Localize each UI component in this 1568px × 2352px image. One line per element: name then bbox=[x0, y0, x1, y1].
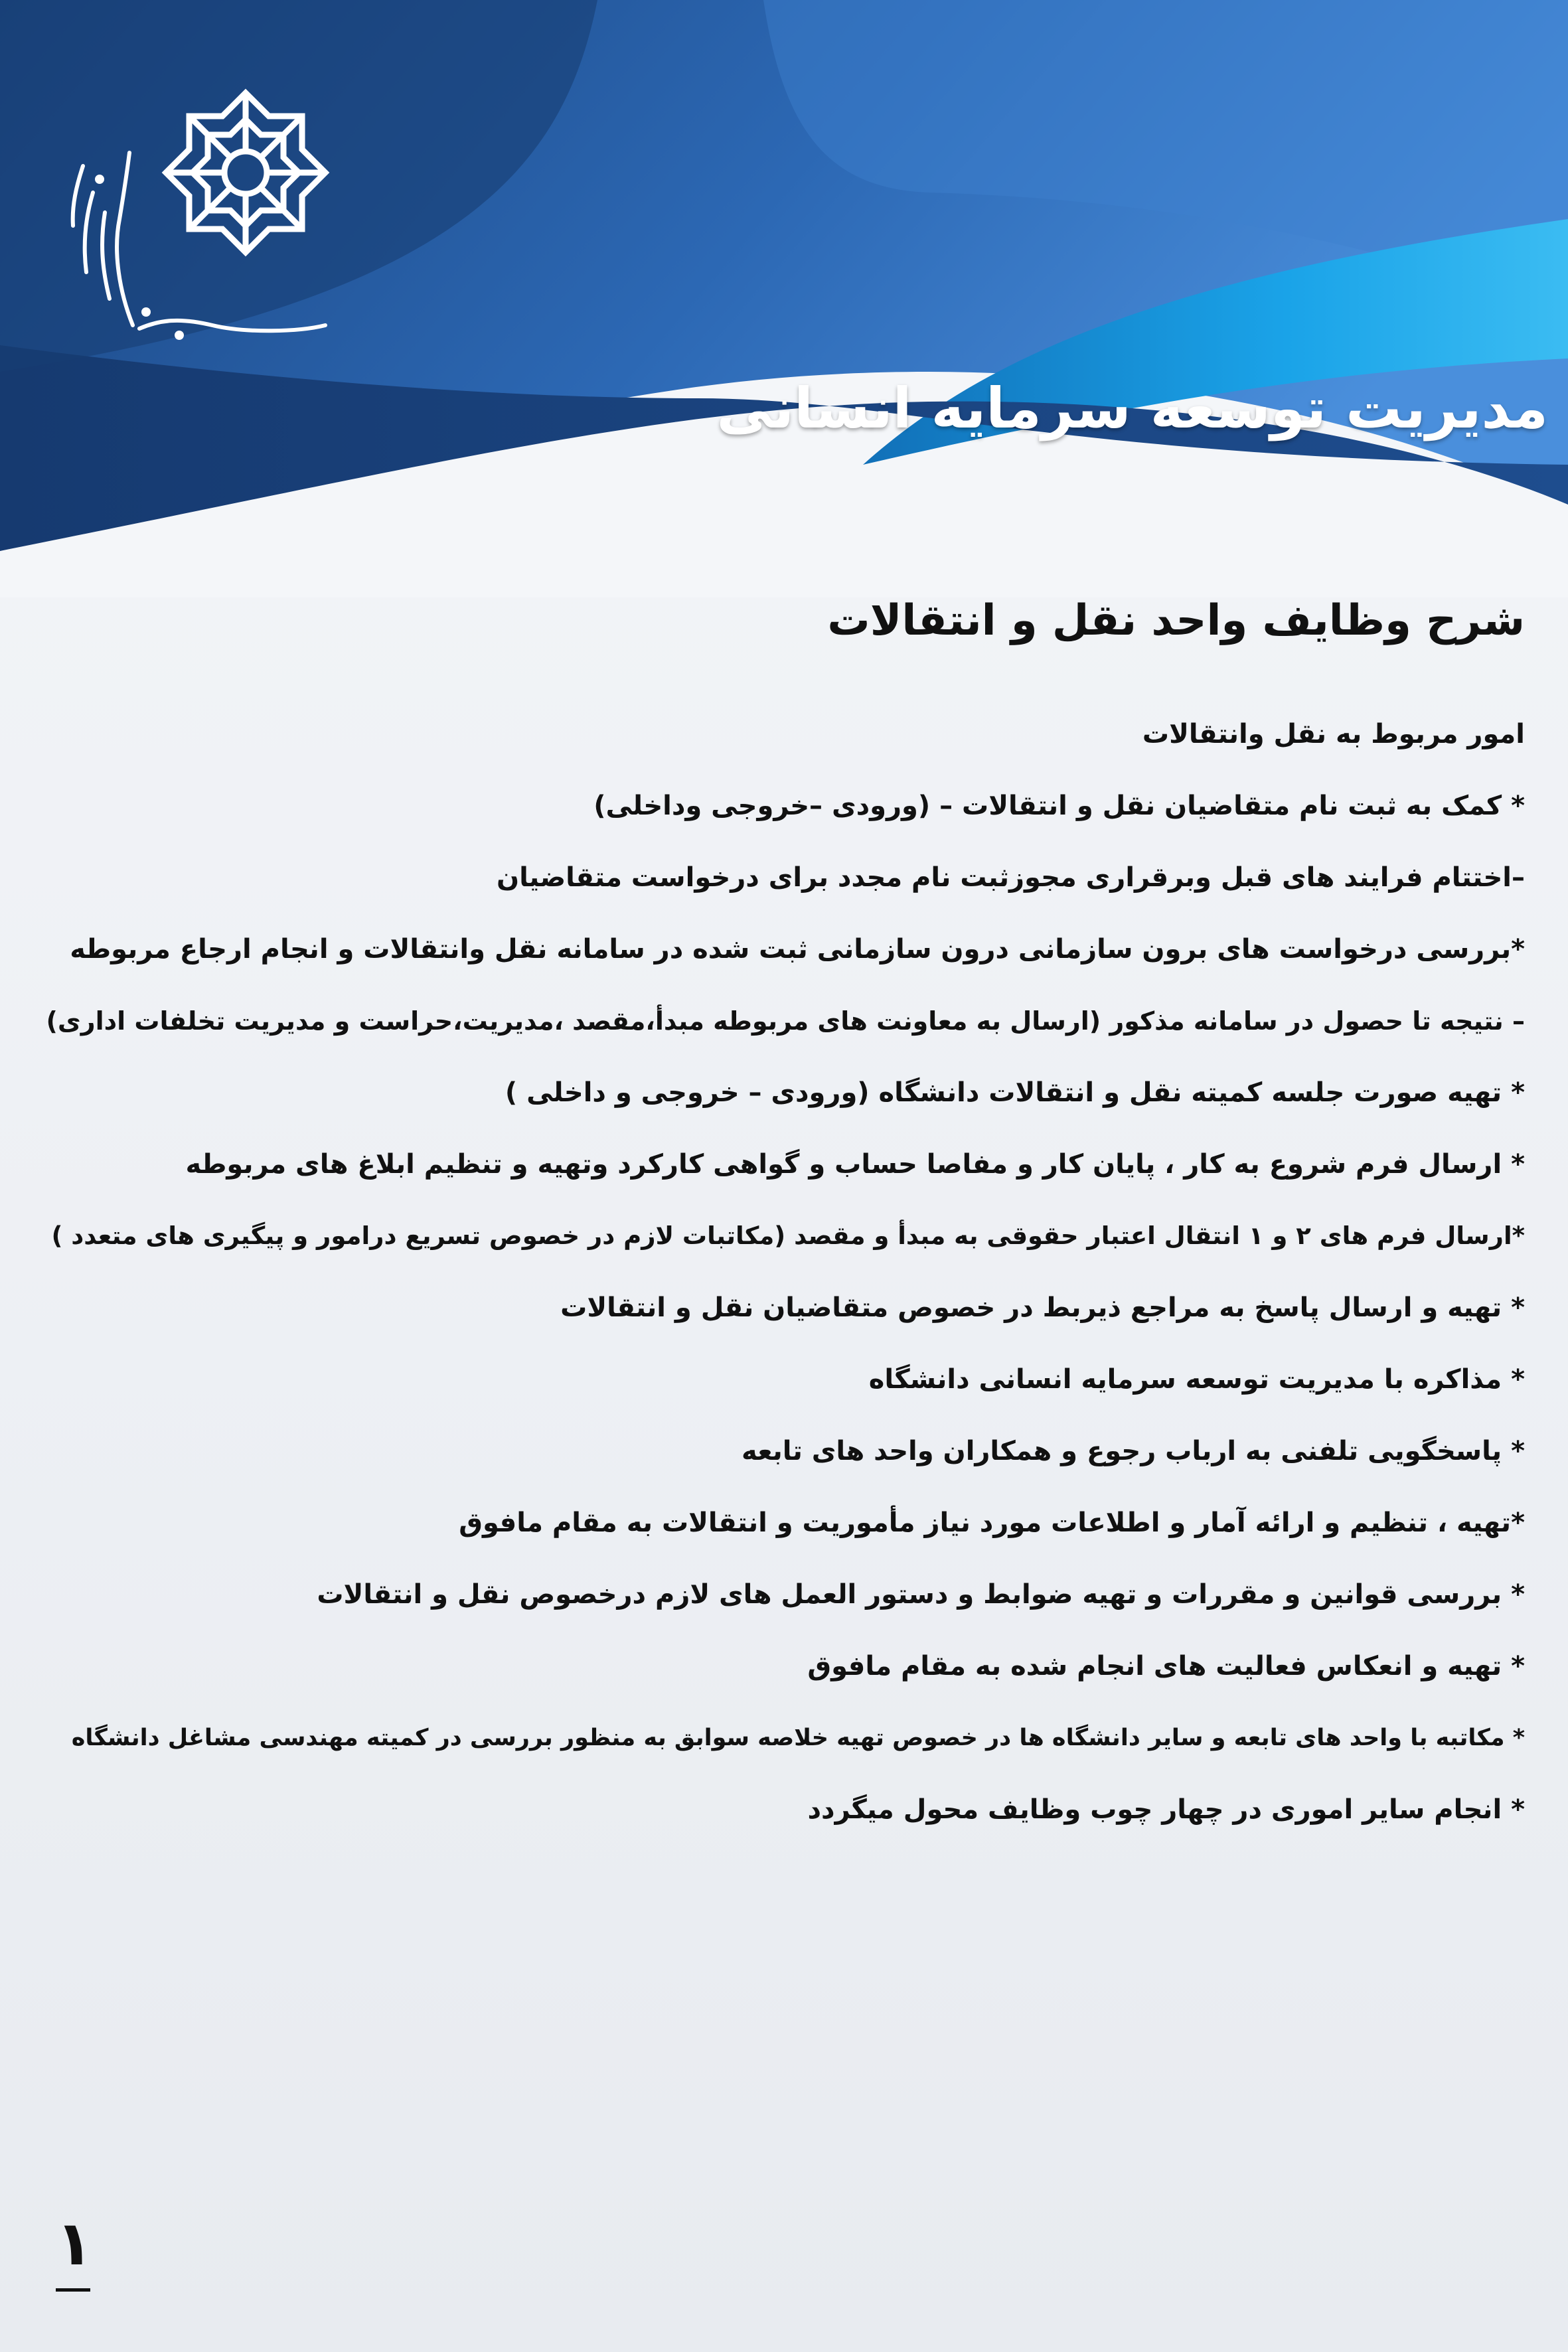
list-item: *بررسی درخواست های برون سازمانی درون سازمانی ثبت شده در سامانه نقل وانتقالات و انجام ارجاع مربوطه bbox=[70, 934, 1525, 965]
section-intro: امور مربوط به نقل وانتقالات bbox=[1142, 719, 1525, 749]
page-number-underline bbox=[56, 2288, 90, 2292]
university-logo bbox=[46, 73, 339, 352]
list-item: –اختتام فرایند های قبل وبرقراری مجوزثبت نام مجدد برای درخواست متقاضیان bbox=[496, 862, 1525, 893]
duties-list bbox=[31, 773, 1525, 1848]
list-item: * کمک به ثبت نام متقاضیان نقل و انتقالات – (ورودی –خروجی وداخلی) bbox=[593, 791, 1525, 821]
list-item: * انجام سایر اموری در چهار چوب وظایف محول میگردد bbox=[807, 1794, 1525, 1825]
list-item: * پاسخگویی تلفنی به ارباب رجوع و همکاران واحد های تابعه bbox=[741, 1436, 1525, 1466]
list-item: *تهیه ، تنظیم و ارائه آمار و اطلاعات مورد نیاز مأموریت و انتقالات به مقام مافوق bbox=[459, 1508, 1525, 1538]
list-item: * تهیه و انعکاس فعالیت های انجام شده به مقام مافوق bbox=[807, 1651, 1525, 1682]
page-number: ۱ bbox=[55, 2208, 94, 2279]
document-title: شرح وظایف واحد نقل و انتقالات bbox=[827, 596, 1525, 645]
list-item: * مذاکره با مدیریت توسعه سرمایه انسانی دانشگاه bbox=[868, 1364, 1525, 1395]
department-title: مدیریت توسعه سرمایه انسانی bbox=[716, 376, 1548, 441]
list-item: – نتیجه تا حصول در سامانه مذکور (ارسال به معاونت های مربوطه مبدأ،مقصد ،مدیریت،حراست و مدیریت تخلفات اداری) bbox=[46, 1006, 1525, 1036]
list-item: * تهیه و ارسال پاسخ به مراجع ذیربط در خصوص متقاضیان نقل و انتقالات bbox=[560, 1293, 1525, 1323]
list-item: *ارسال فرم های ۲ و ۱ انتقال اعتبار حقوقی به مبدأ و مقصد (مکاتبات لازم در خصوص تسریع درامور و پیگیری های متعدد ) bbox=[51, 1221, 1525, 1250]
list-item: * تهیه صورت جلسه کمیته نقل و انتقالات دانشگاه (ورودی – خروجی و داخلی ) bbox=[505, 1077, 1525, 1108]
list-item: * مکاتبه با واحد های تابعه و سایر دانشگاه ها در خصوص تهیه خلاصه سوابق به منظور بررسی در کمیته مهندسی مشاغل دانشگاه bbox=[71, 1725, 1525, 1751]
list-item: * بررسی قوانین و مقررات و تهیه ضوابط و دستور العمل های لازم درخصوص نقل و انتقالات bbox=[317, 1579, 1525, 1610]
list-item: * ارسال فرم شروع به کار ، پایان کار و مفاصا حساب و گواهی کارکرد وتهیه و تنظیم ابلاغ های مربوطه bbox=[185, 1149, 1525, 1180]
